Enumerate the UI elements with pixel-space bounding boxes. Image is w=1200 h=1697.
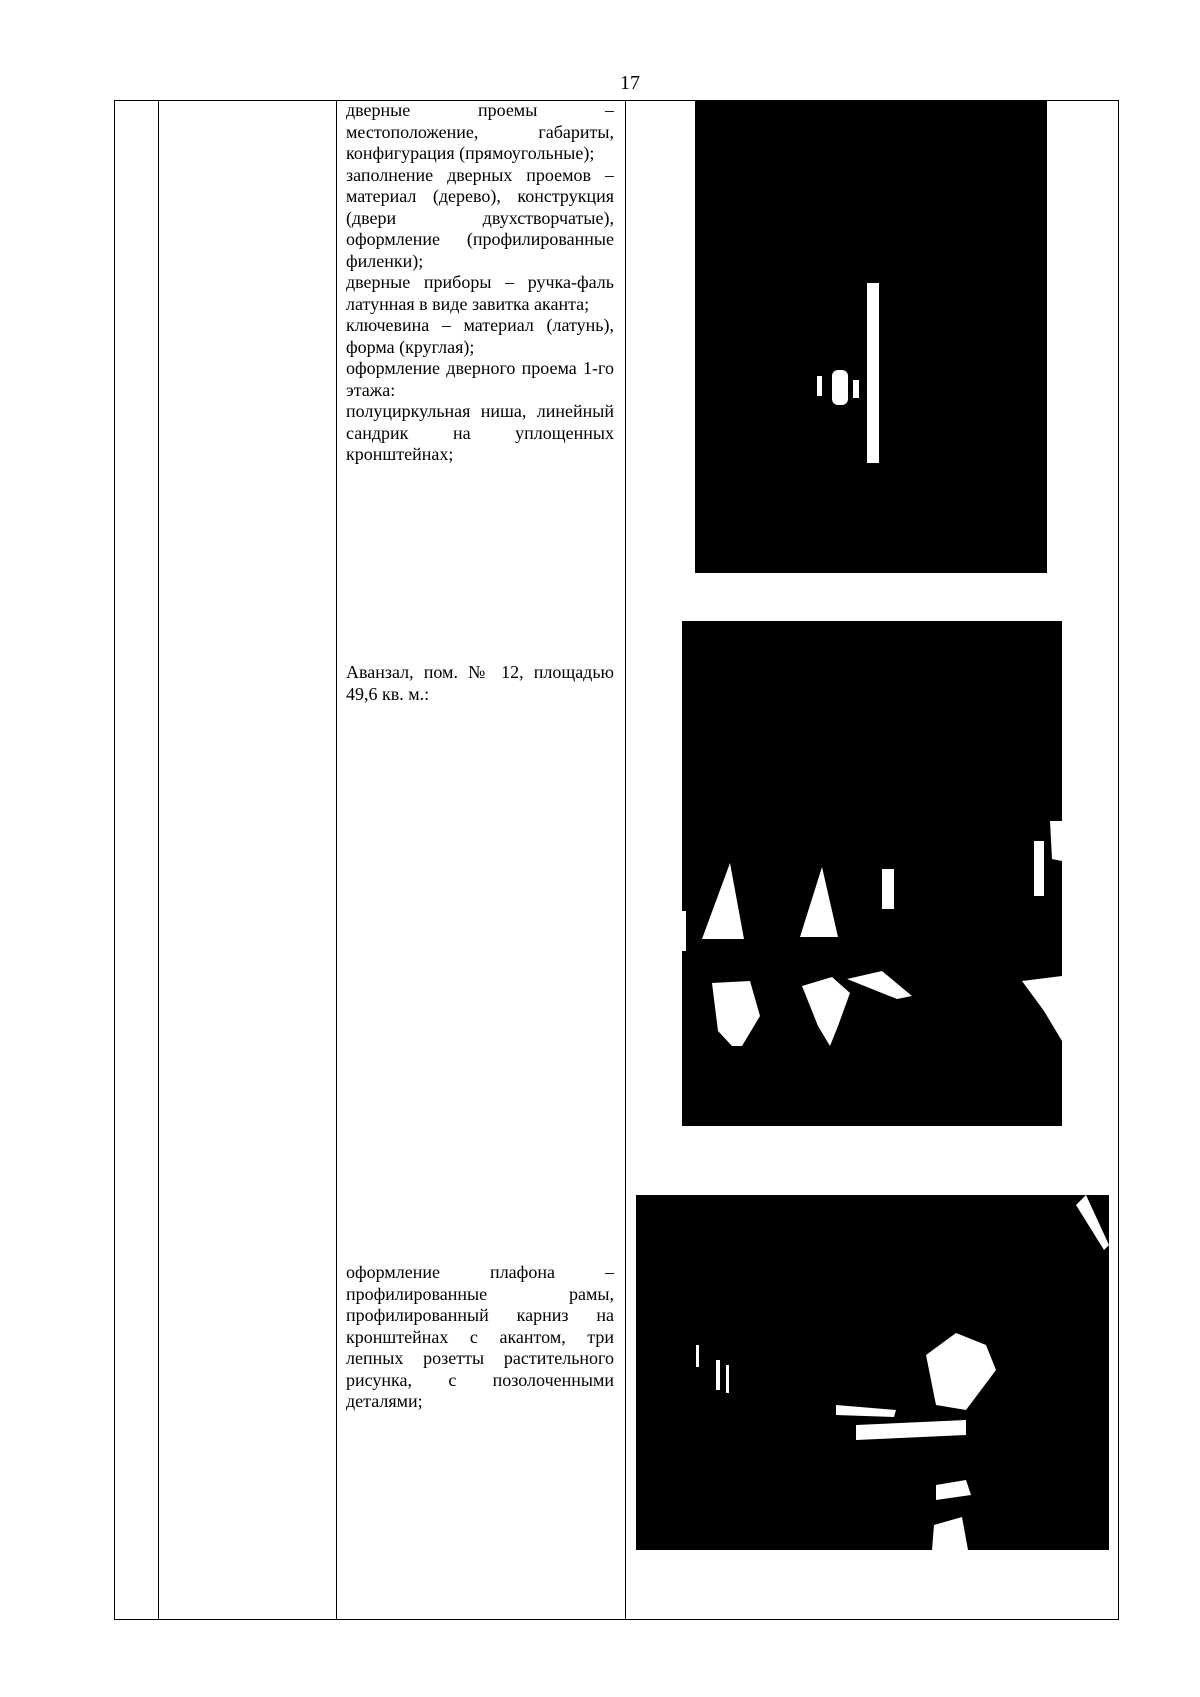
ceiling-image [636,1195,1109,1550]
antechamber-heading: Аванзал, пом. № 12, площадью 49,6 кв. м.: [346,662,614,704]
column-divider-2 [336,101,337,1619]
column-divider-1 [158,101,159,1619]
antechamber-image [682,621,1062,1126]
column-divider-3 [625,101,626,1619]
ceiling-photo [636,1195,1109,1550]
door-description: дверные проемы – местоположение, габариты, конфигурация (прямоугольные); заполнение дверных проемов – материал (дерево), конструкция (двери двухстворчатые), оформление (профилированные филенки); дверные приборы – ручка-фаль латунная в виде завитка аканта; ключевина – материал (латунь), форма (круглая); оформление дверного проема 1-го этажа: полуциркульная ниша, линейный сандрик на уплощенных кронштейнах; [346,100,614,464]
ceiling-description: оформление плафона – профилированные рамы, профилированный карниз на кронштейнах с акантом, три лепных розетты растительного рисунка, с позолоченными деталями; [346,1262,614,1411]
page-number: 17 [620,72,640,94]
antechamber-photo [682,621,1062,1126]
door-detail-photo [695,100,1047,573]
door-handle-image [695,100,1047,573]
